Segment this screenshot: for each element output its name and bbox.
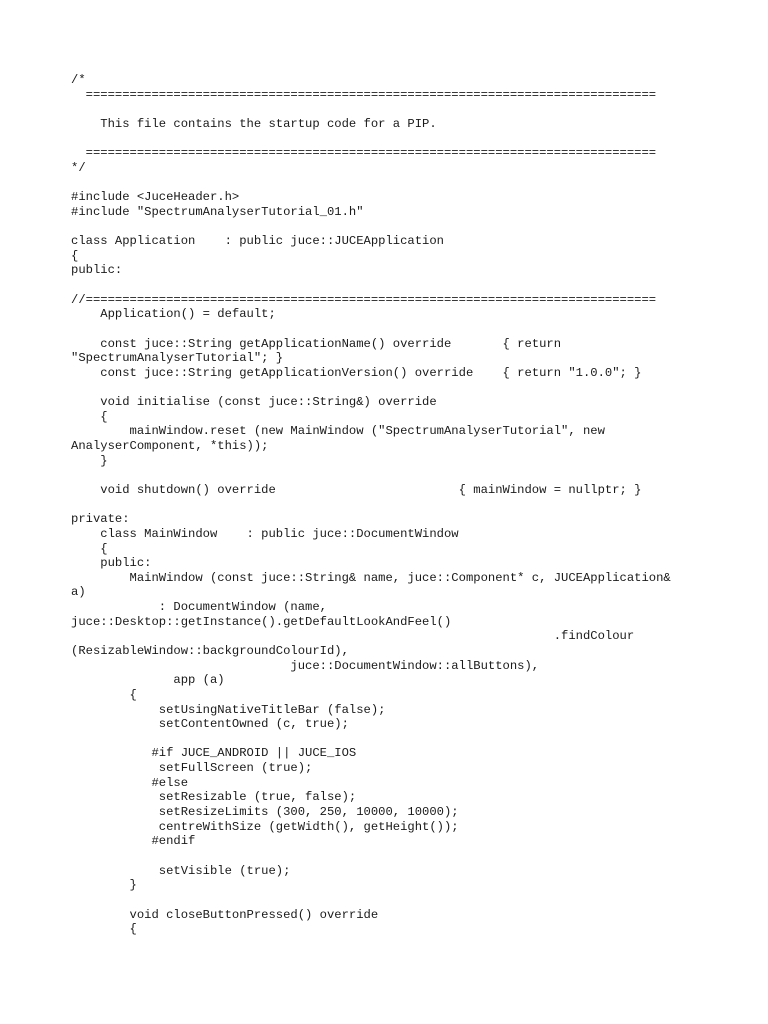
code-line: void initialise (const juce::String&) override bbox=[71, 395, 437, 410]
code-line: { bbox=[71, 409, 108, 424]
code-line: setVisible (true); bbox=[71, 863, 291, 878]
code-line: #else bbox=[71, 775, 189, 790]
code-line bbox=[71, 175, 671, 190]
code-line: #endif bbox=[71, 834, 196, 849]
code-line: void closeButtonPressed() override bbox=[71, 907, 379, 922]
code-line bbox=[71, 849, 671, 864]
code-line: app (a) bbox=[71, 673, 225, 688]
code-line: //============================================================================== bbox=[71, 292, 657, 307]
code-line: void shutdown() override { mainWindow = nullptr; } bbox=[71, 482, 642, 497]
code-line: setUsingNativeTitleBar (false); bbox=[71, 702, 386, 717]
code-line: setResizable (true, false); bbox=[71, 790, 357, 805]
code-listing bbox=[71, 73, 671, 937]
code-line: public: bbox=[71, 263, 123, 278]
code-line: .findColour bbox=[71, 629, 635, 644]
code-line: const juce::String getApplicationVersion() override { return "1.0.0"; } bbox=[71, 365, 642, 380]
code-line bbox=[71, 380, 671, 395]
code-line: class MainWindow : public juce::DocumentWindow bbox=[71, 526, 459, 541]
code-line: a) bbox=[71, 585, 86, 600]
code-line: */ bbox=[71, 160, 86, 175]
code-line: Application() = default; bbox=[71, 307, 276, 322]
code-line: /* bbox=[71, 73, 86, 87]
code-line: setFullScreen (true); bbox=[71, 761, 313, 776]
code-line: setContentOwned (c, true); bbox=[71, 717, 349, 732]
code-line: : DocumentWindow (name, bbox=[71, 600, 327, 615]
code-line: } bbox=[71, 878, 137, 893]
code-line bbox=[71, 102, 671, 117]
code-line bbox=[71, 893, 671, 908]
code-line: MainWindow (const juce::String& name, juce::Component* c, JUCEApplication& bbox=[71, 570, 671, 585]
code-line: class Application : public juce::JUCEApplication bbox=[71, 234, 444, 249]
code-line: } bbox=[71, 453, 108, 468]
code-line bbox=[71, 132, 671, 147]
code-line: This file contains the startup code for a PIP. bbox=[71, 116, 437, 131]
code-line bbox=[71, 732, 671, 747]
code-line bbox=[71, 278, 671, 293]
code-line: centreWithSize (getWidth(), getHeight()); bbox=[71, 819, 459, 834]
code-line bbox=[71, 322, 671, 337]
code-line: { bbox=[71, 248, 79, 263]
code-line: private: bbox=[71, 512, 130, 527]
code-line: AnalyserComponent, *this)); bbox=[71, 439, 269, 454]
code-line bbox=[71, 498, 671, 513]
code-line: { bbox=[71, 922, 137, 937]
code-line: (ResizableWindow::backgroundColourId), bbox=[71, 643, 349, 658]
code-line: "SpectrumAnalyserTutorial"; } bbox=[71, 351, 284, 366]
code-line: #include "SpectrumAnalyserTutorial_01.h" bbox=[71, 204, 364, 219]
code-line: #if JUCE_ANDROID || JUCE_IOS bbox=[71, 746, 357, 761]
code-line: const juce::String getApplicationName() override { return bbox=[71, 336, 562, 351]
code-line: public: bbox=[71, 556, 152, 571]
code-line: { bbox=[71, 687, 137, 702]
code-line: juce::DocumentWindow::allButtons), bbox=[71, 658, 540, 673]
code-line: ============================================================================== bbox=[71, 87, 657, 102]
code-line: mainWindow.reset (new MainWindow ("SpectrumAnalyserTutorial", new bbox=[71, 424, 605, 439]
code-line bbox=[71, 219, 671, 234]
code-line bbox=[71, 468, 671, 483]
code-line: setResizeLimits (300, 250, 10000, 10000); bbox=[71, 805, 459, 820]
code-line: #include <JuceHeader.h> bbox=[71, 190, 240, 205]
code-line: ============================================================================== bbox=[71, 146, 657, 161]
code-line: juce::Desktop::getInstance().getDefaultLookAndFeel() bbox=[71, 614, 452, 629]
code-line: { bbox=[71, 541, 108, 556]
